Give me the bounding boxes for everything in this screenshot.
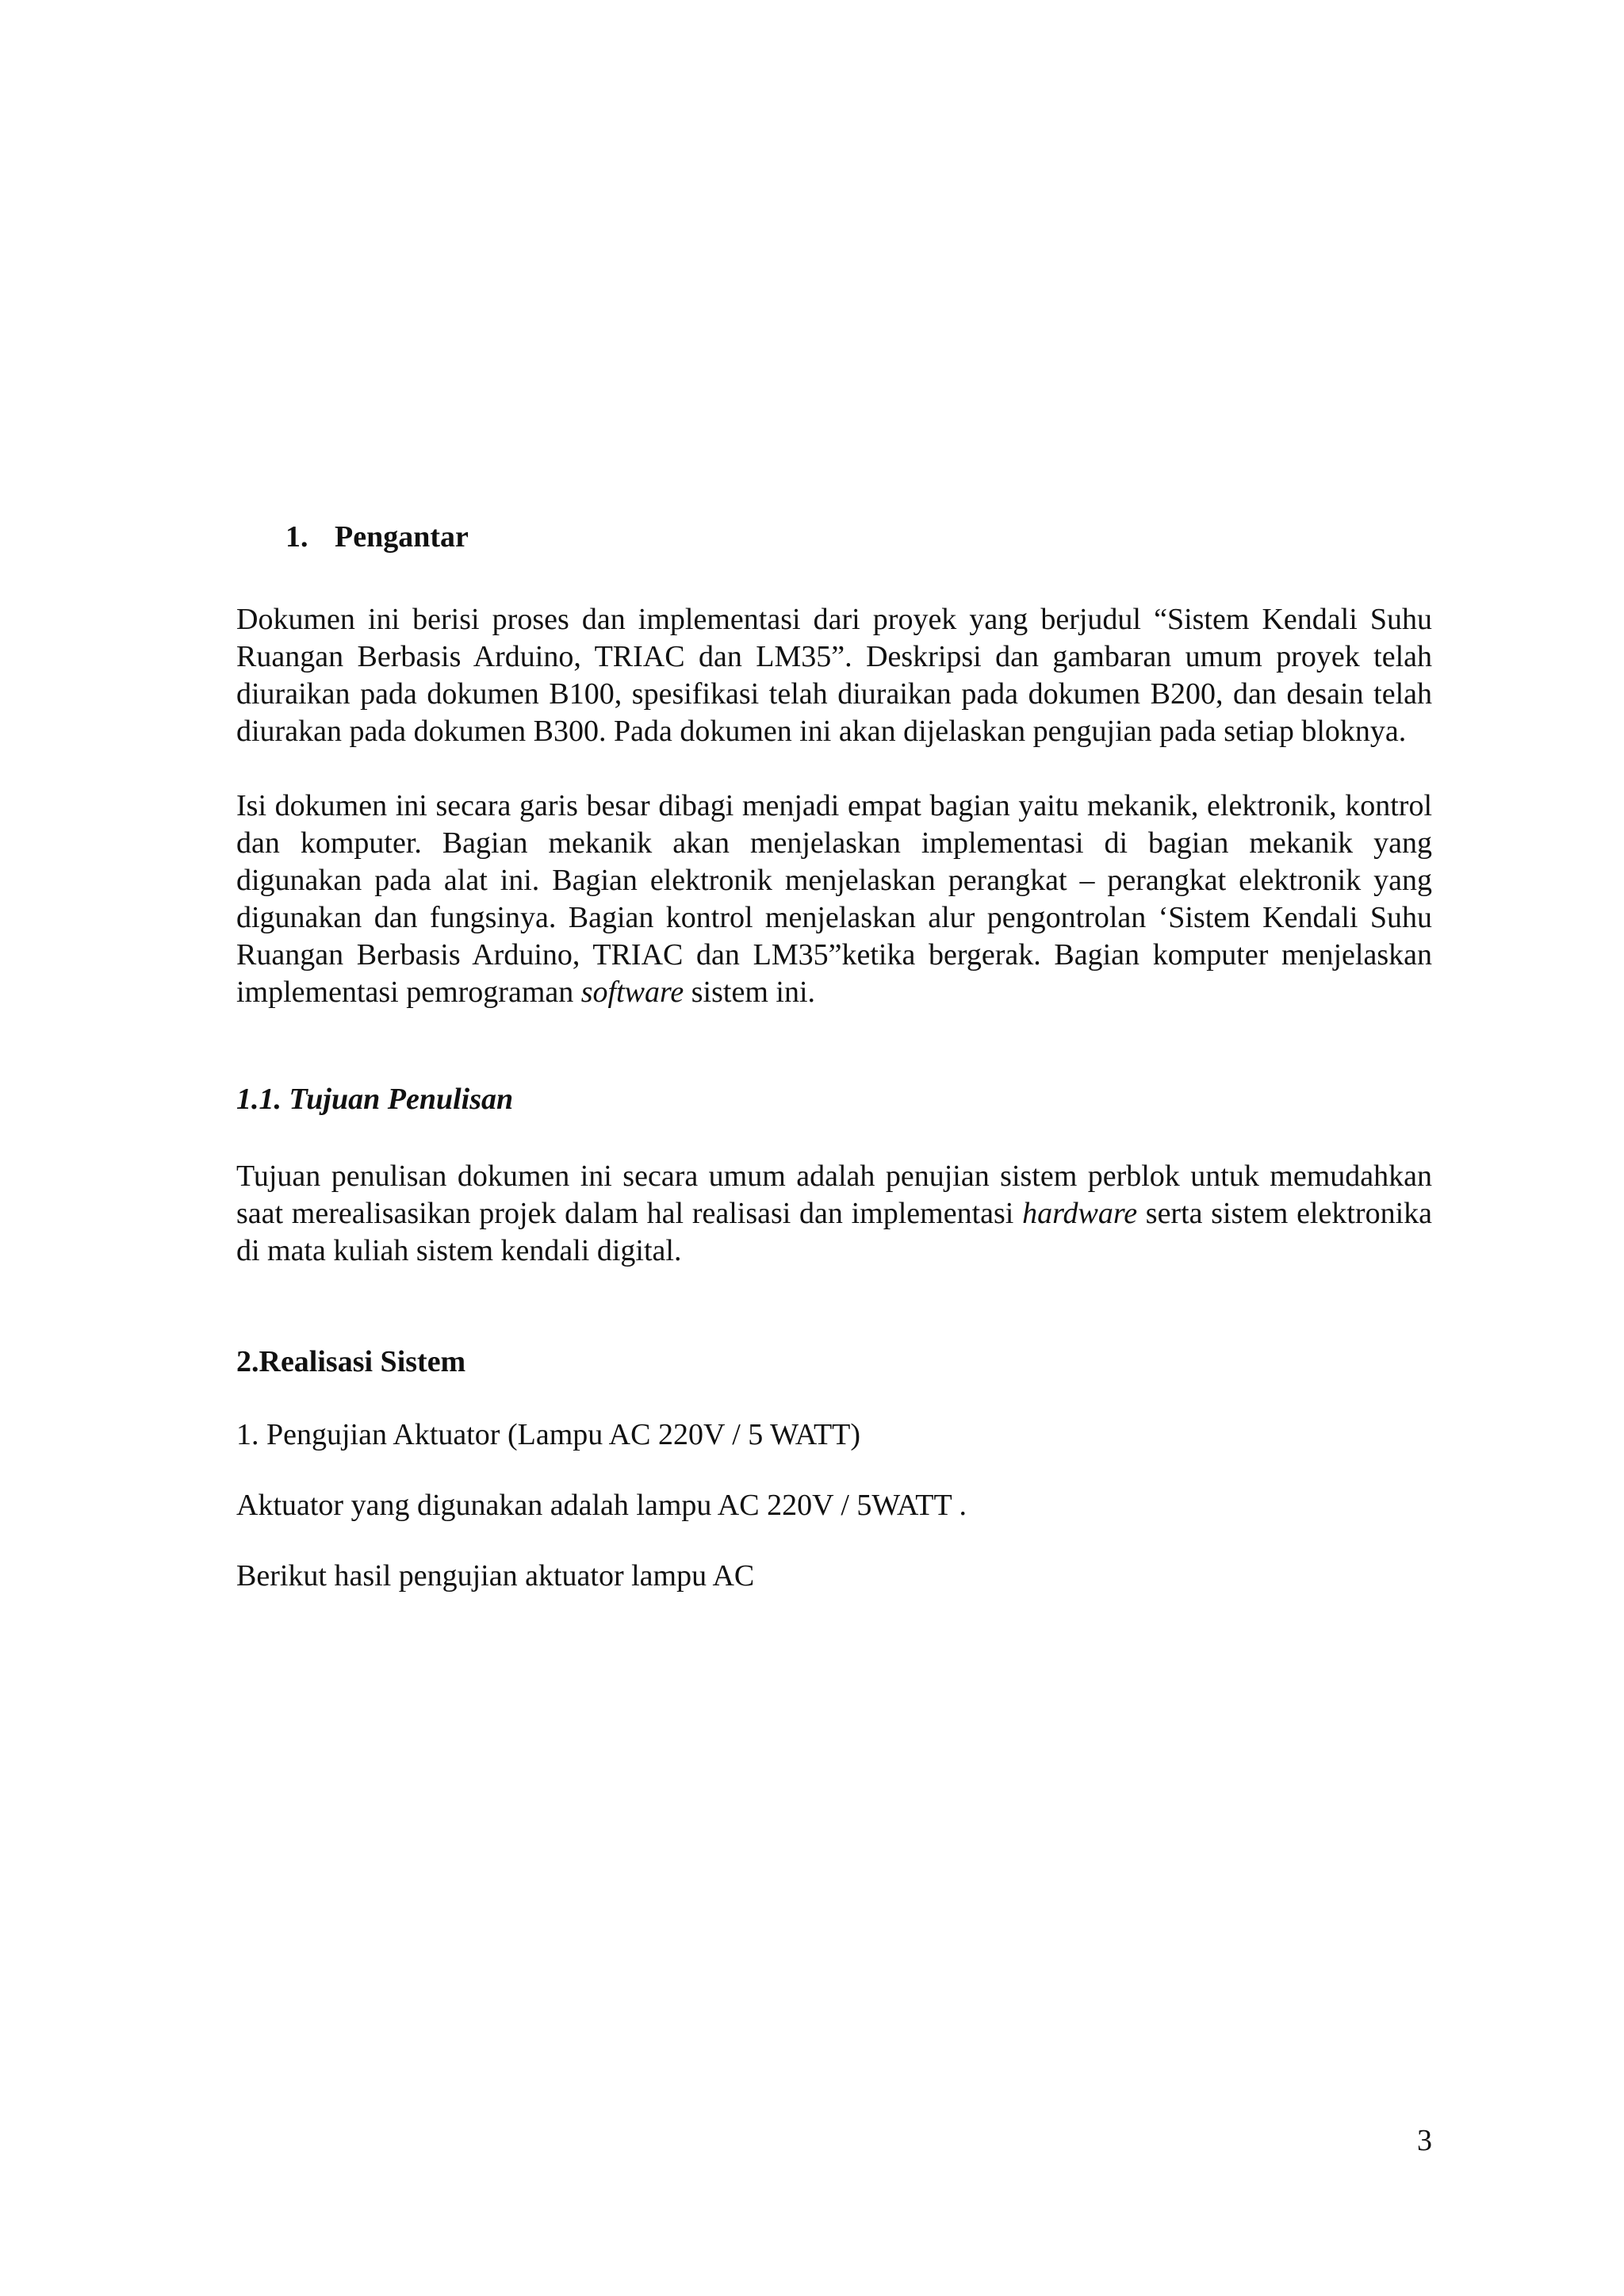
spacer (236, 1118, 1432, 1158)
structure-paragraph-text: Isi dokumen ini secara garis besar dibagi menjadi empat bagian yaitu mekanik, elektronik, kontrol dan komputer. Bagian mekanik akan menjelaskan implementasi di bagian mekanik yang digunakan pada alat ini. Bagian elektronik menjelaskan perangkat – perangkat elektronik yang digunakan dan fungsinya. Bagian kontrol menjelaskan alur pengontrolan ‘Sistem Kendali Suhu Ruangan Berbasis Arduino, TRIAC dan LM35”ketika bergerak. Bagian komputer menjelaskan implementasi pemrograman (236, 789, 1432, 1009)
actuator-test-item: 1. Pengujian Aktuator (Lampu AC 220V / 5 WATT) (236, 1418, 861, 1451)
structure-paragraph (236, 788, 1432, 1011)
spacer (236, 1524, 1432, 1558)
spacer (236, 556, 1432, 601)
spacer (236, 1454, 1432, 1487)
page-number: 3 (1417, 2124, 1432, 2157)
purpose-paragraph-text: Tujuan penulisan dokumen ini secara umum adalah penujian sistem perblok untuk memudahkan saat merealisasikan projek dalam hal realisasi dan implementasi (236, 1159, 1432, 1230)
purpose-paragraph (236, 1158, 1432, 1270)
section-1-1-heading: 1.1. Tujuan Penulisan (236, 1083, 514, 1116)
section-1-number: 1. (285, 520, 308, 554)
spacer (236, 1381, 1432, 1416)
actuator-result-intro: Berikut hasil pengujian aktuator lampu AC (236, 1559, 755, 1593)
hardware-term: hardware (1022, 1197, 1138, 1230)
software-term: software (580, 976, 684, 1009)
section-2-heading: 2.Realisasi Sistem (236, 1345, 466, 1378)
section-1-heading (236, 519, 1432, 556)
intro-paragraph: Dokumen ini berisi proses dan implementasi dari proyek yang berjudul “Sistem Kendali Suhu Ruangan Berbasis Arduino, TRIAC dan LM35”. Deskripsi dan gambaran umum proyek telah diuraikan pada dokumen B100, spesifikasi telah diuraikan pada dokumen B200, dan desain telah diurakan pada dokumen B300. Pada dokumen ini akan dijelaskan pengujian pada setiap bloknya. (236, 603, 1432, 748)
spacer (236, 1011, 1432, 1081)
section-1-title: Pengantar (335, 520, 469, 554)
structure-paragraph-end: sistem ini. (684, 976, 815, 1009)
actuator-description: Aktuator yang digunakan adalah lampu AC 220V / 5WATT . (236, 1489, 967, 1522)
page-content (236, 519, 1432, 1595)
purpose-paragraph-end: serta sistem elektronika di mata kuliah sistem kendali digital. (236, 1197, 1432, 1267)
spacer (236, 750, 1432, 788)
spacer (236, 1270, 1432, 1343)
